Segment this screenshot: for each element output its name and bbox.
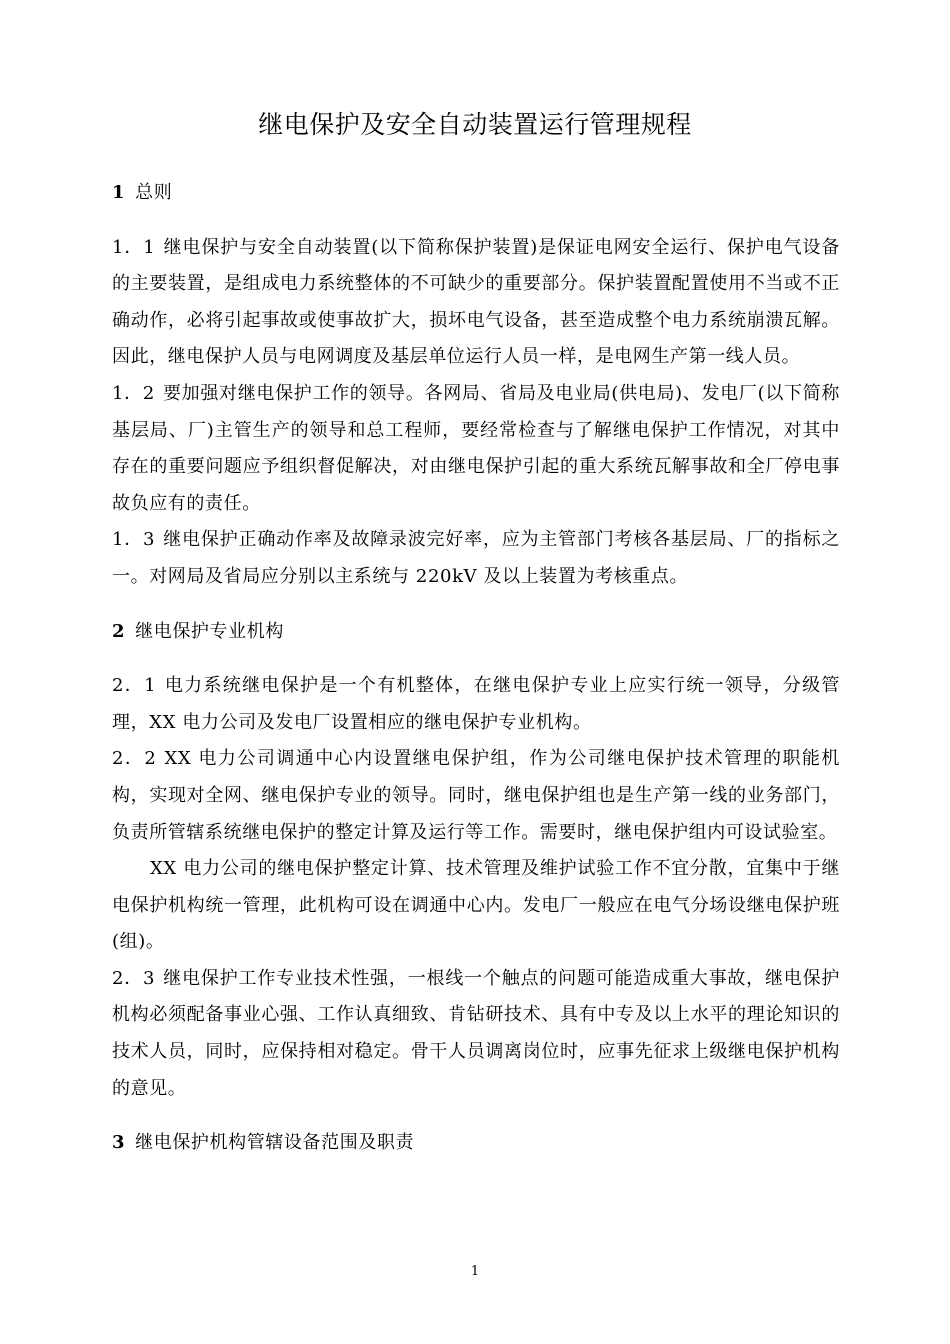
section-number: 1 <box>112 182 126 203</box>
paragraph-text: 继电保护正确动作率及故障录波完好率，应为主管部门考核各基层局、厂的指标之一。对网局及省局应分别以主系统与 220kV 及以上装置为考核重点。 <box>112 529 840 587</box>
page-number: 1 <box>470 1264 480 1279</box>
paragraph-number: 2．2 <box>112 748 157 770</box>
section-spacer <box>112 1107 840 1125</box>
paragraph <box>112 522 840 595</box>
section-heading <box>112 614 840 651</box>
paragraph-number: 1．3 <box>112 529 156 551</box>
paragraph <box>112 961 840 1107</box>
paragraph-number: 1．2 <box>112 382 155 404</box>
paragraph-text: XX 电力公司调通中心内设置继电保护组，作为公司继电保护技术管理的职能机构，实现对全网、继电保护专业的领导。同时，继电保护组也是生产第一线的业务部门，负责所管辖系统继电保护的整定计算及运行等工作。需要时，继电保护组内可设试验室。 <box>112 748 840 843</box>
paragraph <box>112 230 840 376</box>
section-title: 总则 <box>135 182 173 203</box>
paragraph-text: 继电保护工作专业技术性强，一根线一个触点的问题可能造成重大事故，继电保护机构必须配备事业心强、工作认真细致、肯钻研技术、具有中专及以上水平的理论知识的技术人员，同时，应保持相对稳定。骨干人员调离岗位时，应事先征求上级继电保护机构的意见。 <box>112 967 840 1099</box>
paragraph <box>112 741 840 851</box>
paragraph <box>112 376 840 522</box>
paragraph-text: 要加强对继电保护工作的领导。各网局、省局及电业局(供电局)、发电厂(以下简称基层局、厂)主管生产的领导和总工程师，要经常检查与了解继电保护工作情况，对其中存在的重要问题应予组织督促解决，对由继电保护引起的重大系统瓦解事故和全厂停电事故负应有的责任。 <box>112 382 840 514</box>
paragraph <box>112 668 840 741</box>
section-number: 3 <box>112 1132 126 1154</box>
paragraph-number: 1．1 <box>112 236 156 258</box>
section-title: 继电保护专业机构 <box>135 620 284 642</box>
document-body <box>112 175 840 1162</box>
section-heading <box>112 175 840 212</box>
document-title: 继电保护及安全自动装置运行管理规程 <box>258 110 692 139</box>
paragraph-number: 2．3 <box>112 967 156 989</box>
section-title: 继电保护机构管辖设备范围及职责 <box>135 1132 415 1154</box>
paragraph-number: 2．1 <box>112 675 157 697</box>
section-spacer <box>112 650 840 668</box>
section-heading <box>112 1125 840 1162</box>
section-number: 2 <box>112 620 126 642</box>
section-spacer <box>112 596 840 614</box>
paragraph-text: 电力系统继电保护是一个有机整体，在继电保护专业上应实行统一领导，分级管理，XX 电力公司及发电厂设置相应的继电保护专业机构。 <box>112 675 840 733</box>
section-spacer <box>112 212 840 230</box>
paragraph-text: 继电保护与安全自动装置(以下简称保护装置)是保证电网安全运行、保护电气设备的主要装置，是组成电力系统整体的不可缺少的重要部分。保护装置配置使用不当或不正确动作，必将引起事故或使事故扩大，损坏电气设备，甚至造成整个电力系统崩溃瓦解。因此，继电保护人员与电网调度及基层单位运行人员一样，是电网生产第一线人员。 <box>112 236 840 368</box>
paragraph-text: XX 电力公司的继电保护整定计算、技术管理及维护试验工作不宜分散，宜集中于继电保护机构统一管理，此机构可设在调通中心内。发电厂一般应在电气分场设继电保护班(组)。 <box>112 858 840 953</box>
paragraph <box>112 851 840 961</box>
